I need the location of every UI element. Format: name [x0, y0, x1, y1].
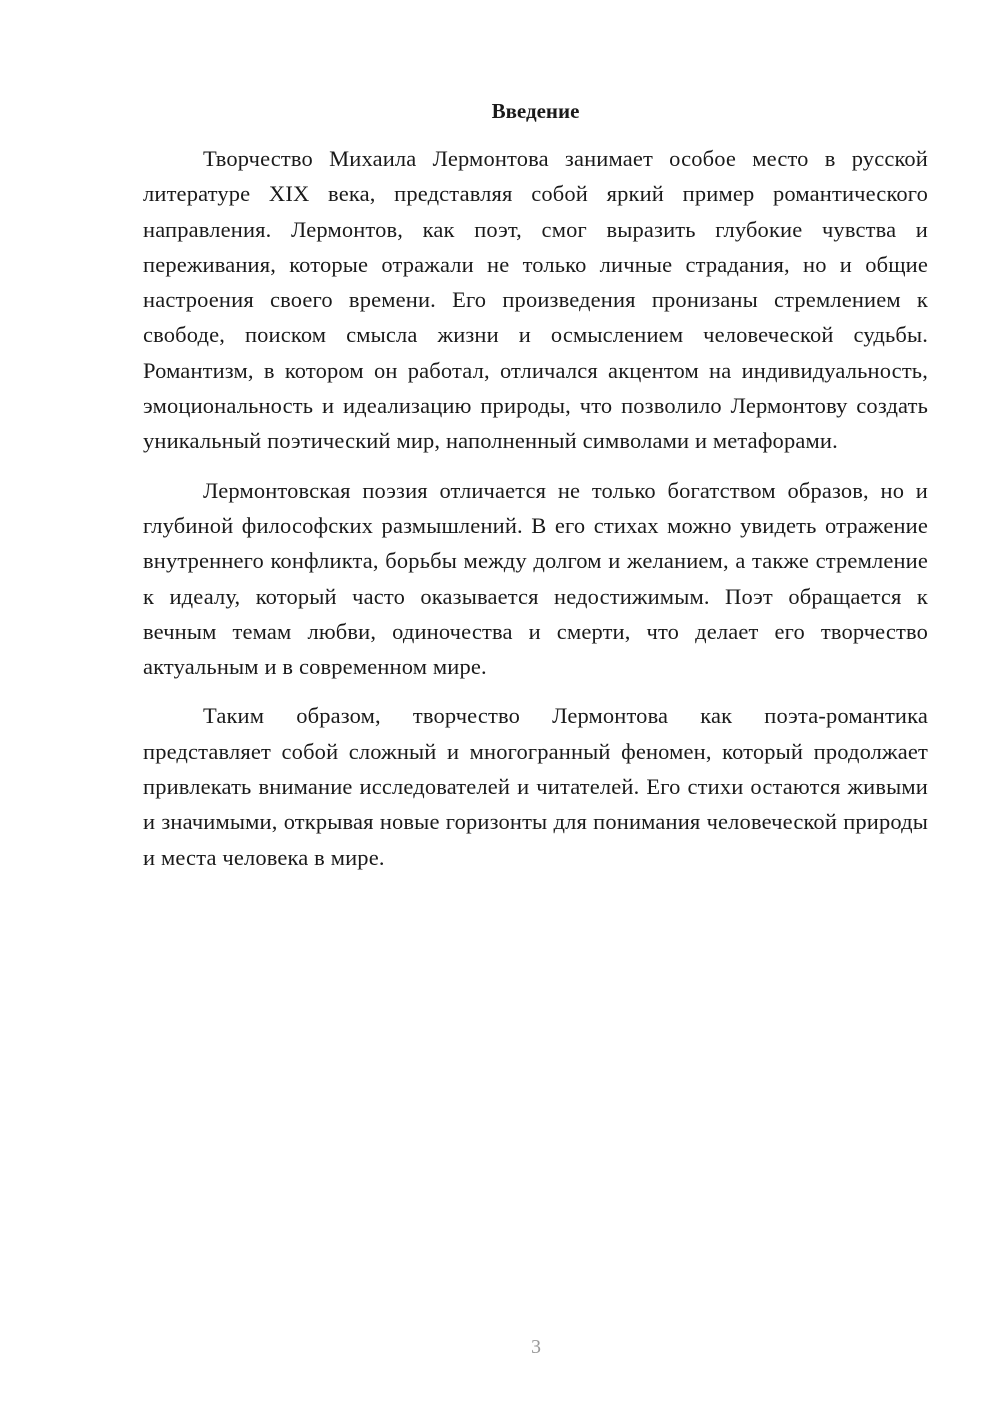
paragraph-1: Творчество Михаила Лермонтова занимает особое место в русской литературе XIX века, представляя собой яркий пример романтического направления. Лермонтов, как поэт, смог выразить глубокие чувства и переживания, которые отражали не только личные страдания, но и общие настроения своего времени. Его произведения пронизаны стремлением к свободе, поиском смысла жизни и осмыслением человеческой судьбы. Романтизм, в котором он работал, отличался акцентом на индивидуальность, эмоциональность и идеализацию природы, что позволило Лермонтову создать уникальный поэтический мир, наполненный символами и метафорами.: [143, 146, 928, 454]
document-body: [143, 141, 928, 889]
paragraph-2: Лермонтовская поэзия отличается не только богатством образов, но и глубиной философских размышлений. В его стихах можно увидеть отражение внутреннего конфликта, борьбы между долгом и желанием, а также стремление к идеалу, который часто оказывается недостижимым. Поэт обращается к вечным темам любви, одиночества и смерти, что делает его творчество актуальным и в современном мире.: [143, 477, 928, 680]
page-number: 3: [531, 1336, 541, 1358]
section-heading: Введение: [491, 99, 580, 123]
paragraph-3: Таким образом, творчество Лермонтова как поэта-романтика представляет собой сложный и многогранный феномен, который продолжает привлекать внимание исследователей и читателей. Его стихи остаются живыми и значимыми, открывая новые горизонты для понимания человеческой природы и места человека в мире.: [143, 703, 928, 870]
